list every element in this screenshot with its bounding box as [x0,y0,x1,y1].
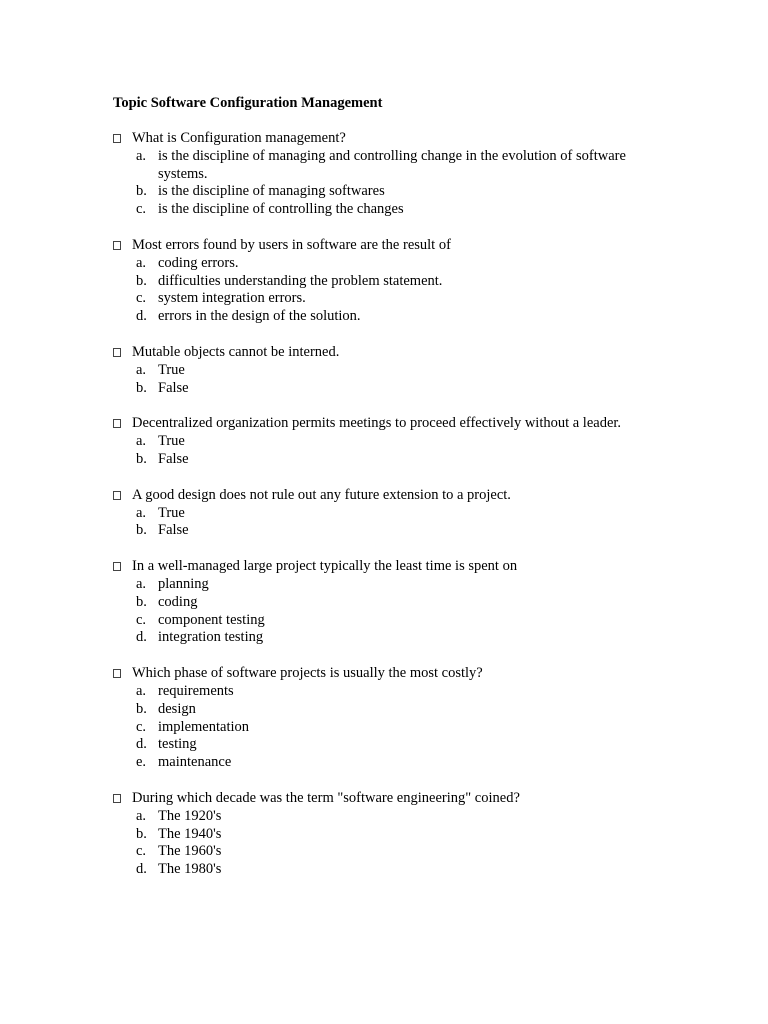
answer-option [113,576,673,594]
answer-option [113,433,673,451]
question-item [113,665,673,772]
option-letter: c. [136,611,147,628]
answer-option [113,308,673,326]
answer-option [113,683,673,701]
answer-option [113,861,673,879]
option-letter: b. [136,700,147,717]
option-text: component testing [158,611,265,628]
option-text: False [158,379,189,396]
option-text: False [158,450,189,467]
square-bullet-icon [113,241,121,250]
option-letter: b. [136,272,147,289]
question-item [113,558,673,647]
answer-option [113,362,673,380]
option-letter: d. [136,736,147,753]
option-text: design [158,700,196,717]
option-letter: b. [136,183,147,200]
question-line [113,237,673,255]
answer-option [113,380,673,398]
square-bullet-icon [113,669,121,678]
option-letter: b. [136,825,147,842]
option-text: False [158,522,189,539]
option-text: testing [158,736,197,753]
question-line [113,558,673,576]
option-letter: d. [136,861,147,878]
square-bullet-icon [113,419,121,428]
question-text: Decentralized organization permits meetings to proceed effectively without a leader. [132,415,622,432]
option-letter: d. [136,629,147,646]
question-item [113,344,673,397]
option-list [113,683,673,772]
question-item [113,237,673,326]
option-letter: c. [136,843,147,860]
question-text: In a well-managed large project typically the least time is spent on [132,558,518,575]
option-text: errors in the design of the solution. [158,308,361,325]
option-text: The 1960's [158,843,222,860]
question-line [113,130,673,148]
answer-option [113,843,673,861]
answer-option [113,522,673,540]
option-text: implementation [158,718,250,735]
option-letter: c. [136,201,147,218]
question-line [113,487,673,505]
answer-option [113,183,673,201]
answer-option [113,290,673,308]
option-list [113,148,673,219]
answer-option [113,505,673,523]
option-letter: b. [136,593,147,610]
option-text: The 1920's [158,807,222,824]
option-letter: b. [136,450,147,467]
question-line [113,344,673,362]
question-line [113,415,673,433]
option-text: True [158,433,185,450]
answer-option [113,719,673,737]
option-letter: a. [136,147,147,164]
option-list [113,362,673,398]
question-text: Mutable objects cannot be interned. [132,343,340,360]
option-letter: c. [136,290,147,307]
option-text: is the discipline of managing softwares [158,183,385,200]
option-list [113,505,673,541]
question-text: Which phase of software projects is usually the most costly? [132,665,483,682]
option-text: integration testing [158,629,264,646]
question-text: What is Configuration management? [132,130,346,146]
option-text: True [158,504,185,521]
question-text: Most errors found by users in software are the result of [132,236,451,253]
option-letter: a. [136,433,147,450]
answer-option [113,612,673,630]
answer-option [113,273,673,291]
answer-option [113,629,673,647]
answer-option [113,451,673,469]
option-letter: a. [136,807,147,824]
question-item [113,415,673,468]
option-text: planning [158,575,209,592]
document-title: Topic Software Configuration Management [113,95,383,111]
option-letter: b. [136,522,147,539]
answer-option [113,736,673,754]
answer-option [113,594,673,612]
question-list [113,130,673,897]
question-text: During which decade was the term "software engineering" coined? [132,789,520,806]
question-item [113,790,673,879]
option-letter: a. [136,504,147,521]
option-text: maintenance [158,754,232,771]
square-bullet-icon [113,491,121,500]
square-bullet-icon [113,348,121,357]
option-list [113,255,673,326]
option-list [113,433,673,469]
option-list [113,808,673,879]
answer-option [113,255,673,273]
option-text: True [158,361,185,378]
answer-option [113,826,673,844]
question-line [113,665,673,683]
question-text: A good design does not rule out any future extension to a project. [132,486,511,503]
option-text: difficulties understanding the problem statement. [158,272,443,289]
option-text: coding errors. [158,254,239,271]
question-item [113,130,673,219]
option-letter: a. [136,682,147,699]
option-text: is the discipline of controlling the changes [158,201,404,218]
question-item [113,487,673,540]
option-text: system integration errors. [158,290,306,307]
answer-option [113,701,673,719]
option-list [113,576,673,647]
square-bullet-icon [113,794,121,803]
option-letter: b. [136,379,147,396]
option-text: The 1980's [158,861,222,878]
answer-option [113,754,673,772]
option-text: is the discipline of managing and controlling change in the evolution of software systems. [158,147,626,182]
option-letter: e. [136,754,147,771]
option-letter: c. [136,718,147,735]
option-text: requirements [158,682,234,699]
option-letter: a. [136,254,147,271]
square-bullet-icon [113,134,121,143]
option-letter: a. [136,361,147,378]
option-letter: d. [136,308,147,325]
square-bullet-icon [113,562,121,571]
option-letter: a. [136,575,147,592]
answer-option [113,808,673,826]
question-line [113,790,673,808]
answer-option [113,148,673,184]
option-text: coding [158,593,198,610]
option-text: The 1940's [158,825,222,842]
answer-option [113,201,673,219]
